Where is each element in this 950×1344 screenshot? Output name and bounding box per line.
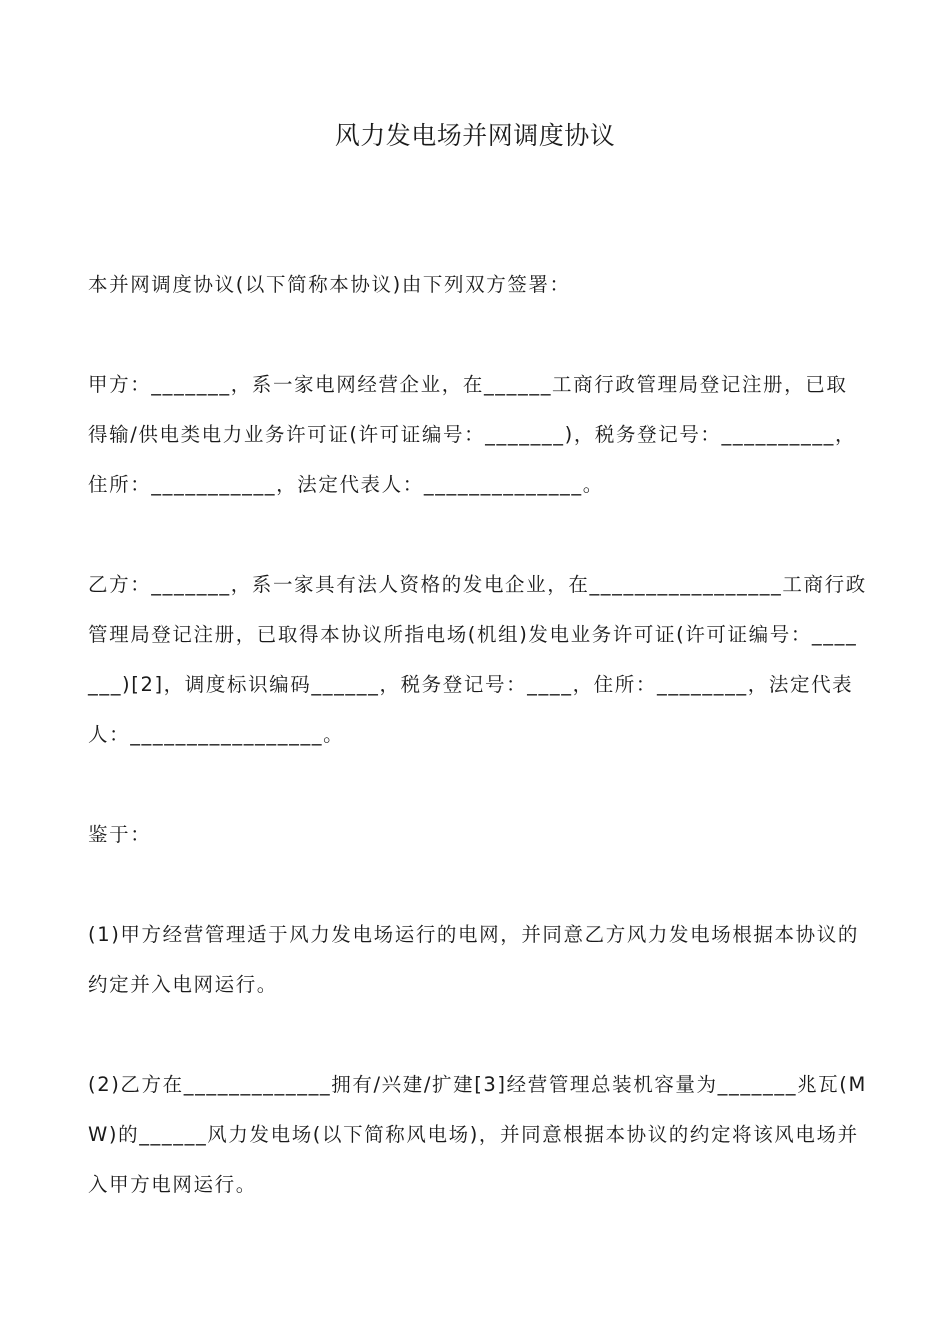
document-title: 风力发电场并网调度协议 <box>334 121 616 150</box>
whereas-heading: 鉴于： <box>88 823 152 846</box>
party-b-paragraph: 乙方：_______，系一家具有法人资格的发电企业，在_________________工商行政管理局登记注册，已取得本协议所指电场(机组)发电业务许可证(许可证编号：_______)[2]，调度标识编码______，税务登记号：____，住所：________，法定代表人：_________________。 <box>88 573 867 746</box>
party-a-paragraph: 甲方：_______，系一家电网经营企业，在______工商行政管理局登记注册，已取得输/供电类电力业务许可证(许可证编号：_______)，税务登记号：__________，住所：___________，法定代表人：______________。 <box>88 373 857 496</box>
whereas-item-1: (1)甲方经营管理适于风力发电场运行的电网，并同意乙方风力发电场根据本协议的约定并入电网运行。 <box>88 923 859 996</box>
whereas-item-2: (2)乙方在_____________拥有/兴建/扩建[3]经营管理总装机容量为_______兆瓦(MW)的______风力发电场(以下简称风电场)，并同意根据本协议的约定将该风电场并入甲方电网运行。 <box>88 1073 867 1196</box>
intro-paragraph: 本并网调度协议(以下简称本协议)由下列双方签署： <box>88 273 571 296</box>
